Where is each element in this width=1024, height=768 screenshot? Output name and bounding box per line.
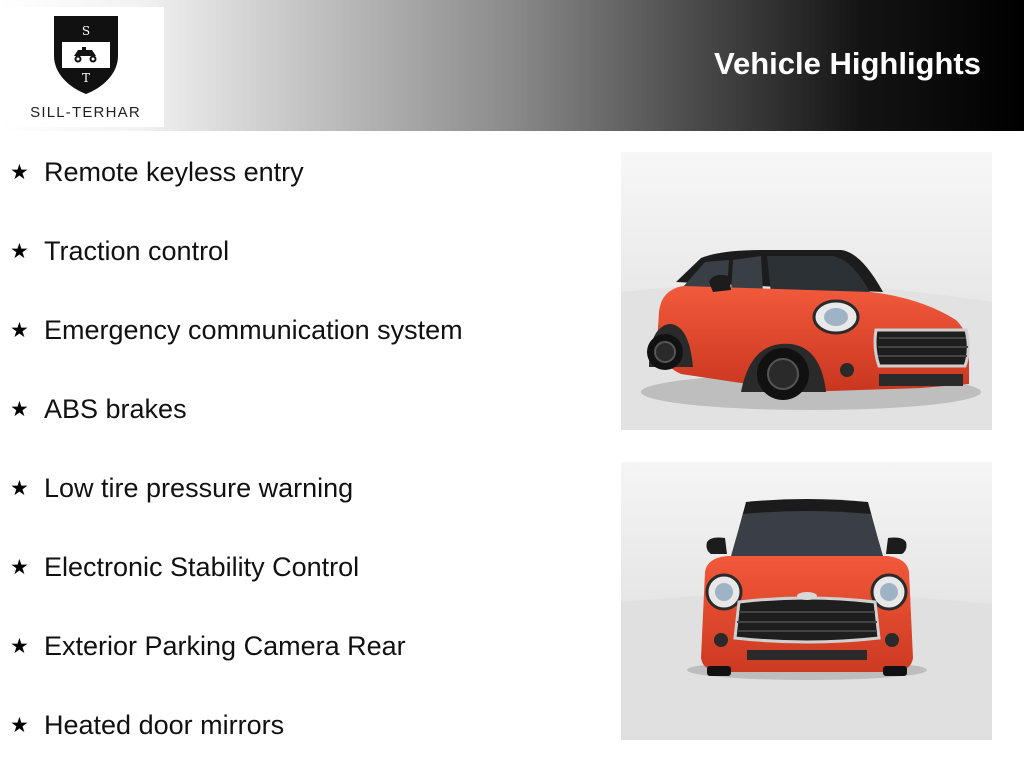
feature-label: Traction control [44, 235, 230, 266]
shield-logo-icon [52, 12, 120, 96]
car-side-image [621, 152, 992, 430]
feature-label: Heated door mirrors [44, 709, 285, 740]
list-item [0, 545, 600, 589]
feature-label: Emergency communication system [44, 314, 463, 345]
vehicle-photo-front[interactable] [621, 462, 992, 740]
star-icon: ★ [10, 160, 29, 184]
star-icon: ★ [10, 555, 29, 579]
svg-text:S: S [81, 24, 91, 38]
list-item [0, 229, 600, 273]
feature-label: Remote keyless entry [44, 156, 304, 187]
star-icon: ★ [10, 634, 29, 658]
vehicle-photo-side[interactable] [621, 152, 992, 430]
star-icon: ★ [10, 239, 29, 263]
list-item [0, 466, 600, 510]
svg-text:T: T [81, 71, 91, 85]
list-item [0, 387, 600, 431]
list-item [0, 624, 600, 668]
star-icon: ★ [10, 318, 29, 342]
car-front-image [621, 462, 992, 740]
feature-label: Low tire pressure warning [44, 472, 354, 503]
star-icon: ★ [10, 713, 29, 737]
feature-label: Exterior Parking Camera Rear [44, 630, 406, 661]
star-icon: ★ [10, 397, 29, 421]
dealer-logo[interactable] [7, 7, 164, 127]
feature-label: Electronic Stability Control [44, 551, 360, 582]
logo-wordmark: SILL-TERHAR [30, 104, 141, 121]
star-icon: ★ [10, 476, 29, 500]
list-item [0, 150, 600, 194]
feature-label: ABS brakes [44, 393, 187, 424]
list-item [0, 308, 600, 352]
header-banner [0, 0, 1024, 131]
list-item [0, 703, 600, 747]
page-title: Vehicle Highlights [714, 46, 981, 81]
